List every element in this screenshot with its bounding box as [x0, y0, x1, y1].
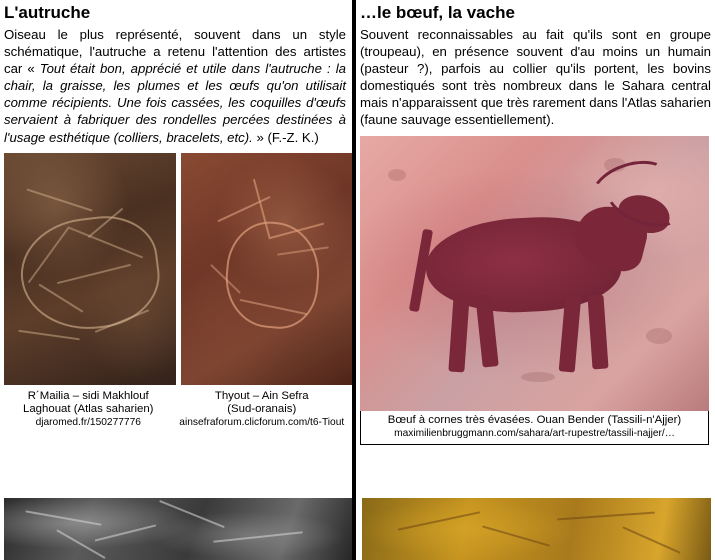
right-heading: …le bœuf, la vache [360, 3, 515, 22]
figure-ostrich [4, 153, 176, 385]
column-divider [352, 0, 356, 560]
caption-thyout [178, 387, 347, 429]
left-paragraph-part-3: » (F.-Z. K.) [252, 129, 319, 145]
bottom-left-image-strip [4, 498, 352, 560]
right-column [352, 0, 715, 560]
caption-thyout-line1: Thyout – Ain Sefra [214, 389, 309, 402]
caption-bull [360, 411, 709, 445]
right-paragraph: Souvent reconnaissables au fait qu'ils sont en groupe (troupeau), en présence souvent d'au moins un humain (pasteur ?), parfois au collier qu'ils portent, les bovins domestiqués sont très nombreux dans le Sahara central mais n'apparaissent que très rarement dans l'Atlas saharien (faune sauvage essentiellement). [360, 26, 711, 128]
caption-ostrich-line1: R´Mailia – sidi Makhlouf [27, 389, 149, 402]
caption-ostrich-line2: Laghouat (Atlas saharien) [23, 403, 154, 416]
caption-ostrich-source: djaromed.fr/150277776 [35, 416, 141, 428]
bull-leg [448, 295, 469, 373]
figure-bull [360, 136, 711, 445]
figure-thyout [181, 153, 353, 385]
left-caption-row [4, 387, 346, 429]
caption-ostrich [4, 387, 173, 429]
bottom-right-image-strip [362, 498, 711, 560]
ostrich-engraving-image [4, 153, 176, 385]
bull-rock-painting-image [360, 136, 709, 411]
left-column [0, 0, 352, 560]
caption-thyout-source: ainsefraforum.clicforum.com/t6-Tiout [179, 416, 345, 428]
left-heading: L'autruche [4, 3, 91, 22]
caption-bull-text: Bœuf à cornes très évasées. Ouan Bender (Tassili-n'Ajjer) [387, 413, 682, 426]
thyout-engraving-image [181, 153, 353, 385]
left-paragraph-part-1: Oiseau le plus représenté, souvent dans un style schématique, l'autruche a retenu l'attention des artistes car « [4, 26, 346, 76]
caption-thyout-line2: (Sud-oranais) [227, 403, 297, 416]
bull-leg [588, 295, 609, 370]
left-figure-row [4, 153, 346, 385]
left-paragraph [4, 26, 346, 146]
left-paragraph-part-2: Tout était bon, apprécié et utile dans l'autruche : la chair, la graisse, les plumes et les œufs qu'on utilisait comme récipients. Une fois cassées, les coquilles d'œufs servaient à fabriquer des rondelles percées destinées à l'usage esthétique (colliers, bracelets, etc). [4, 61, 346, 145]
caption-bull-source: maximilienbruggmann.com/sahara/art-rupestre/tassili-najjer/… [394, 428, 675, 440]
